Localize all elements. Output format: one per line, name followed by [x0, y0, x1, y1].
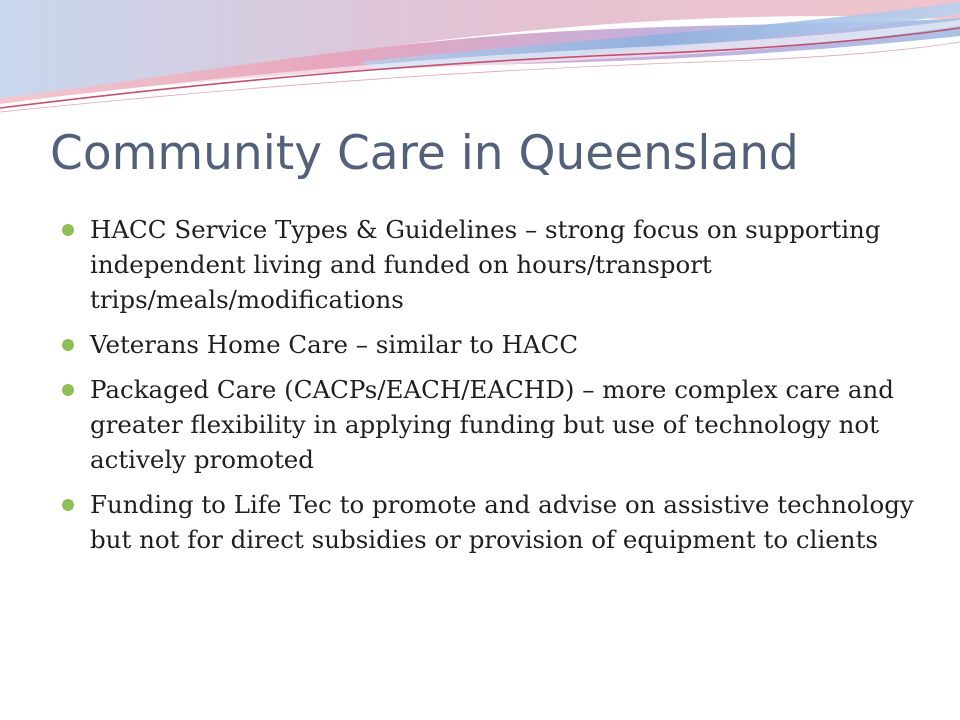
bullet-point-icon [62, 499, 74, 511]
bullet-point-icon [62, 339, 74, 351]
bullet-item [60, 327, 920, 362]
bullet-item [60, 372, 920, 477]
bullet-item [60, 212, 920, 317]
header-wave-decoration [0, 0, 960, 130]
bullet-text: HACC Service Types & Guidelines – strong focus on supporting independent living and funded on hours/transport trips/meals/modifications [90, 215, 881, 314]
bullet-item [60, 487, 920, 557]
bullet-text: Funding to Life Tec to promote and advise on assistive technology but not for direct subsidies or provision of equipment to clients [90, 490, 914, 554]
bullet-list [60, 212, 920, 567]
bullet-text: Veterans Home Care – similar to HACC [90, 330, 579, 359]
bullet-point-icon [62, 384, 74, 396]
slide-title: Community Care in Queensland [50, 126, 799, 181]
bullet-point-icon [62, 224, 74, 236]
bullet-text: Packaged Care (CACPs/EACH/EACHD) – more complex care and greater flexibility in applying funding but use of technology not actively promoted [90, 375, 894, 474]
